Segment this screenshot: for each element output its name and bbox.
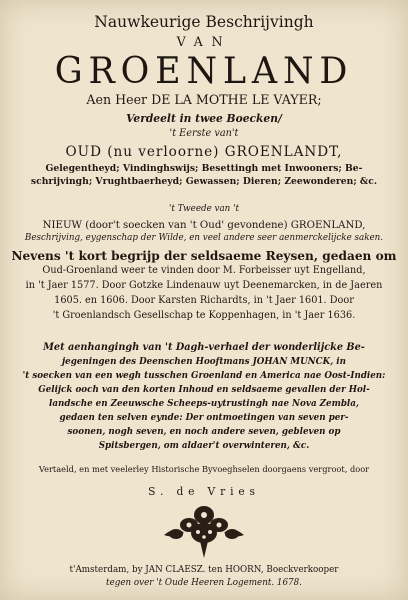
voyages-line-2: in 't Jaer 1577. Door Gotzke Lindenauw uyt Deenemarcken, in de Jaeren [25,280,383,291]
division-line: Verdeelt in twee Boecken/ [126,112,282,125]
first-book-label: 't Eerste van't [169,128,239,139]
dedication-line: Aen Heer DE LA MOTHE LE VAYER; [86,93,322,108]
appendix-line-2: 't soecken van een wegh tusschen Groenland en America nae Oost-Indien: [22,371,386,381]
imprint-line-1: t'Amsterdam, by JAN CLAESZ. ten HOORN, Boeckverkooper [69,565,339,575]
title-line-1: Nauwkeurige Beschrijvingh [94,12,314,31]
title-line-2: VAN [176,35,232,50]
appendix-line-3: Gelijck ooch van den korten Inhoud en seldsaeme gevallen der Hol- [38,385,370,395]
second-book-label: 't Tweede van 't [168,204,240,214]
main-title: GROENLAND [54,51,354,92]
floral-tailpiece-ornament-icon [156,503,252,559]
appendix-line-1: jegeningen des Deenschen Hooftmans JOHAN MUNCK, in [62,357,346,367]
appendix-line-5: gedaen ten selven eynde: Der ontmoetingen van seven per- [59,413,349,423]
translator-line: Vertaeld, en met veelerley Historische Byvoeghselen doorgaens vergroot, door [38,465,370,475]
second-book-title: NIEUW (door't soecken van 't Oud' gevondene) GROENLAND, [42,219,366,231]
first-book-contents-1: Gelegentheyd; Vindinghswijs; Besettingh met Inwooners; Be- [45,163,363,174]
author-name: S. de Vries [148,485,260,498]
voyages-line-4: 't Groenlandsch Gesellschap te Koppenhagen, in 't Jaer 1636. [52,310,356,321]
appendix-line-4: landsche en Zeeuwsche Scheeps-uytrustingh nae Nova Zembla, [49,399,359,409]
first-book-title: OUD (nu verloorne) GROENLANDT, [65,144,343,160]
first-book-contents-2: schrijvingh; Vrughtbaerheyd; Gewassen; Dieren; Zeewonderen; &c. [30,176,378,187]
appendix-heading: Met aenhangingh van 't Dagh-verhael der wonderlijcke Be- [43,342,365,353]
voyages-heading: Nevens 't kort begrijp der seldsaeme Reysen, gedaen om [11,248,397,263]
imprint-line-2: tegen over 't Oude Heeren Logement. 1678. [106,578,302,588]
second-book-contents: Beschrijving, eygenschap der Wilde, en veel andere seer aenmerckelijcke saken. [24,233,384,243]
appendix-line-7: Spitsbergen, om aldaer't overwinteren, &c. [98,441,310,451]
voyages-line-1: Oud-Groenland weer te vinden door M. Forbeisser uyt Engelland, [42,265,366,276]
appendix-line-6: soonen, nogh seven, en noch andere seven, gebleven op [67,427,341,437]
voyages-line-3: 1605. en 1606. Door Karsten Richardts, in 't Jaer 1601. Door [54,295,354,306]
